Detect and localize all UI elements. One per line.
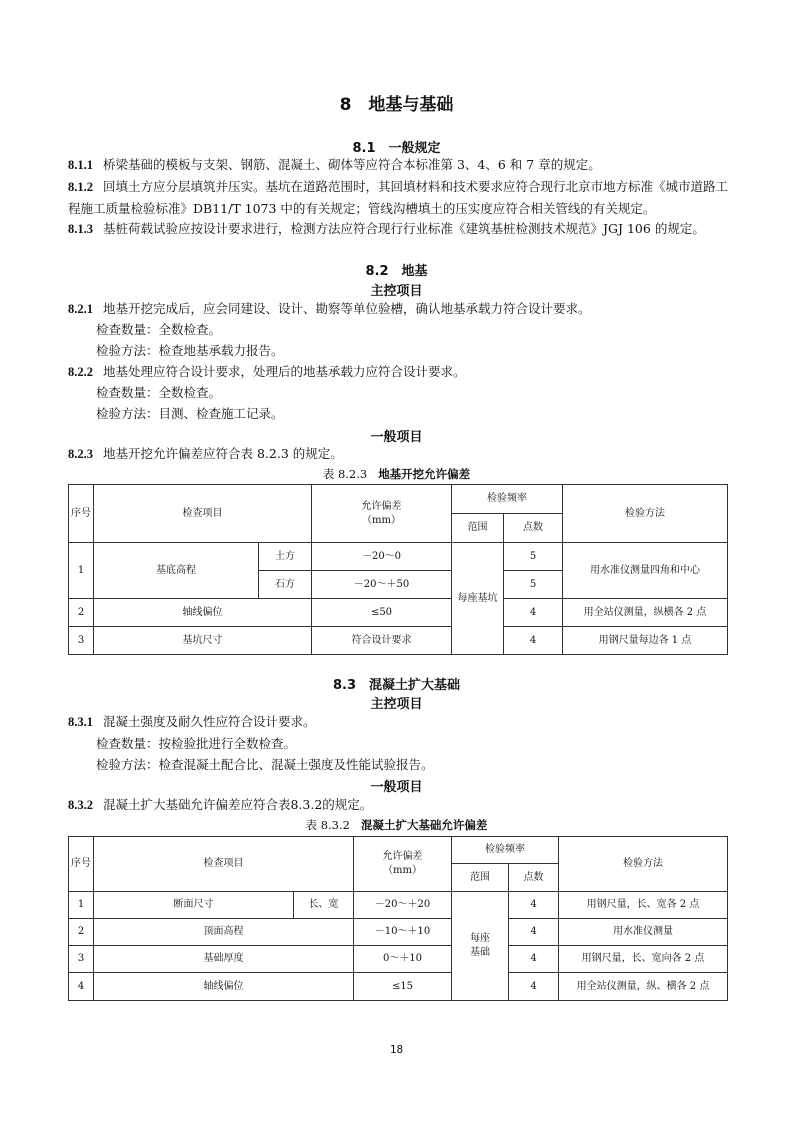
general-items-heading: 一般项目 <box>370 780 423 795</box>
general-items-heading: 一般项目 <box>370 430 423 445</box>
table-8-2-3-caption <box>0 466 793 482</box>
table-8-2-3 <box>68 484 728 655</box>
inspection-quantity: 检查数量：全数检查。 <box>96 322 222 337</box>
main-items-heading: 主控项目 <box>370 697 423 712</box>
range-cell: 每座 基础 <box>452 892 509 1001</box>
section-8-3-title: 8.3 混凝土扩大基础 <box>332 678 461 693</box>
header-points: 点数 <box>509 864 559 892</box>
clause-8-1-3 <box>68 219 728 239</box>
header-deviation: 允许偏差 （mm） <box>312 485 452 543</box>
header-item: 检查项目 <box>94 837 354 892</box>
clause-text: 地基开挖允许偏差应符合表 8.2.3 的规定。 <box>103 446 343 461</box>
clause-8-2-2 <box>68 362 728 382</box>
header-points: 点数 <box>504 514 563 543</box>
range-cell: 每座基坑 <box>452 543 504 655</box>
page-number: 18 <box>389 1043 404 1056</box>
inspection-quantity: 检查数量：全数检查。 <box>96 385 222 400</box>
table-row: 2 轴线偏位 ≤50 4 用全站仪测量，纵横各 2 点 <box>69 599 728 627</box>
table-row: 4 轴线偏位 ≤15 4 用全站仪测量，纵、横各 2 点 <box>69 973 728 1001</box>
clause-8-3-2 <box>68 795 728 815</box>
header-no: 序号 <box>69 837 94 892</box>
header-method: 检验方法 <box>559 837 728 892</box>
clause-number: 8.3.1 <box>68 715 93 729</box>
table-8-3-2-caption <box>0 817 793 833</box>
clause-number: 8.1.1 <box>68 158 93 172</box>
clause-text: 桥梁基础的模板与支架、钢筋、混凝土、砌体等应符合本标准第 3、4、6 和 7 章的规定。 <box>103 157 601 172</box>
inspection-method: 检验方法：检查地基承载力报告。 <box>96 343 284 358</box>
table-title: 混凝土扩大基础允许偏差 <box>360 818 488 832</box>
clause-number: 8.2.1 <box>68 302 93 316</box>
table-row: 3 基础厚度 0～＋10 4 用钢尺量，长、宽向各 2 点 <box>69 946 728 973</box>
header-no: 序号 <box>69 485 94 543</box>
table-8-3-2 <box>68 836 728 1001</box>
table-title: 地基开挖允许偏差 <box>378 467 471 481</box>
table-row: 1 基底高程 土方 －20～0 每座基坑 5 用水准仪测量四角和中心 <box>69 543 728 571</box>
table-number: 表 8.2.3 <box>322 467 368 481</box>
clause-8-1-1 <box>68 155 728 175</box>
header-range: 范围 <box>452 864 509 892</box>
main-items-heading: 主控项目 <box>370 284 423 299</box>
inspection-quantity: 检查数量：按检验批进行全数检查。 <box>96 736 297 751</box>
inspection-method: 检验方法：目测、检查施工记录。 <box>96 406 284 421</box>
clause-number: 8.2.2 <box>68 365 93 379</box>
clause-number: 8.3.2 <box>68 798 93 812</box>
inspection-method: 检验方法：检查混凝土配合比、混凝土强度及性能试验报告。 <box>96 757 434 772</box>
clause-8-1-2 <box>68 176 728 219</box>
clause-text: 回填土方应分层填筑并压实。基坑在道路范围时，其回填材料和技术要求应符合现行北京市地方标准《城市道路工程施工质量检验标准》DB11/T 1073 中的有关规定；管线沟槽填土的压实度应符合相关管线的有关规定。 <box>68 179 729 216</box>
clause-8-3-1 <box>68 712 728 732</box>
header-item: 检查项目 <box>94 485 312 543</box>
clause-8-2-1 <box>68 299 728 319</box>
table-row: 2 顶面高程 －10～＋10 4 用水准仪测量 <box>69 919 728 946</box>
header-method: 检验方法 <box>563 485 728 543</box>
header-frequency: 检验频率 <box>452 485 563 514</box>
chapter-title: 8 地基与基础 <box>339 95 454 115</box>
table-number: 表 8.3.2 <box>305 818 350 832</box>
table-row: 1 断面尺寸 长、宽 －20～＋20 每座 基础 4 用钢尺量，长、宽各 2 点 <box>69 892 728 919</box>
clause-number: 8.1.3 <box>68 222 93 236</box>
clause-number: 8.2.3 <box>68 447 93 461</box>
header-range: 范围 <box>452 514 504 543</box>
clause-number: 8.1.2 <box>68 180 93 194</box>
clause-text: 混凝土强度及耐久性应符合设计要求。 <box>103 714 316 729</box>
header-deviation: 允许偏差 （mm） <box>354 837 452 892</box>
header-frequency: 检验频率 <box>452 837 559 864</box>
clause-8-2-3 <box>68 444 728 464</box>
clause-text: 地基处理应符合设计要求，处理后的地基承载力应符合设计要求。 <box>103 364 466 379</box>
section-8-1-title: 8.1 一般规定 <box>352 141 441 156</box>
clause-text: 混凝土扩大基础允许偏差应符合表8.3.2的规定。 <box>103 797 373 812</box>
section-8-2-title: 8.2 地基 <box>365 264 428 279</box>
table-row: 石方 －20～＋50 5 <box>69 571 728 599</box>
clause-text: 基桩荷载试验应按设计要求进行，检测方法应符合现行行业标准《建筑基桩检测技术规范》JGJ 106 的规定。 <box>103 221 705 236</box>
clause-text: 地基开挖完成后，应会同建设、设计、勘察等单位验槽，确认地基承载力符合设计要求。 <box>103 301 591 316</box>
table-row: 3 基坑尺寸 符合设计要求 4 用钢尺量每边各 1 点 <box>69 627 728 655</box>
